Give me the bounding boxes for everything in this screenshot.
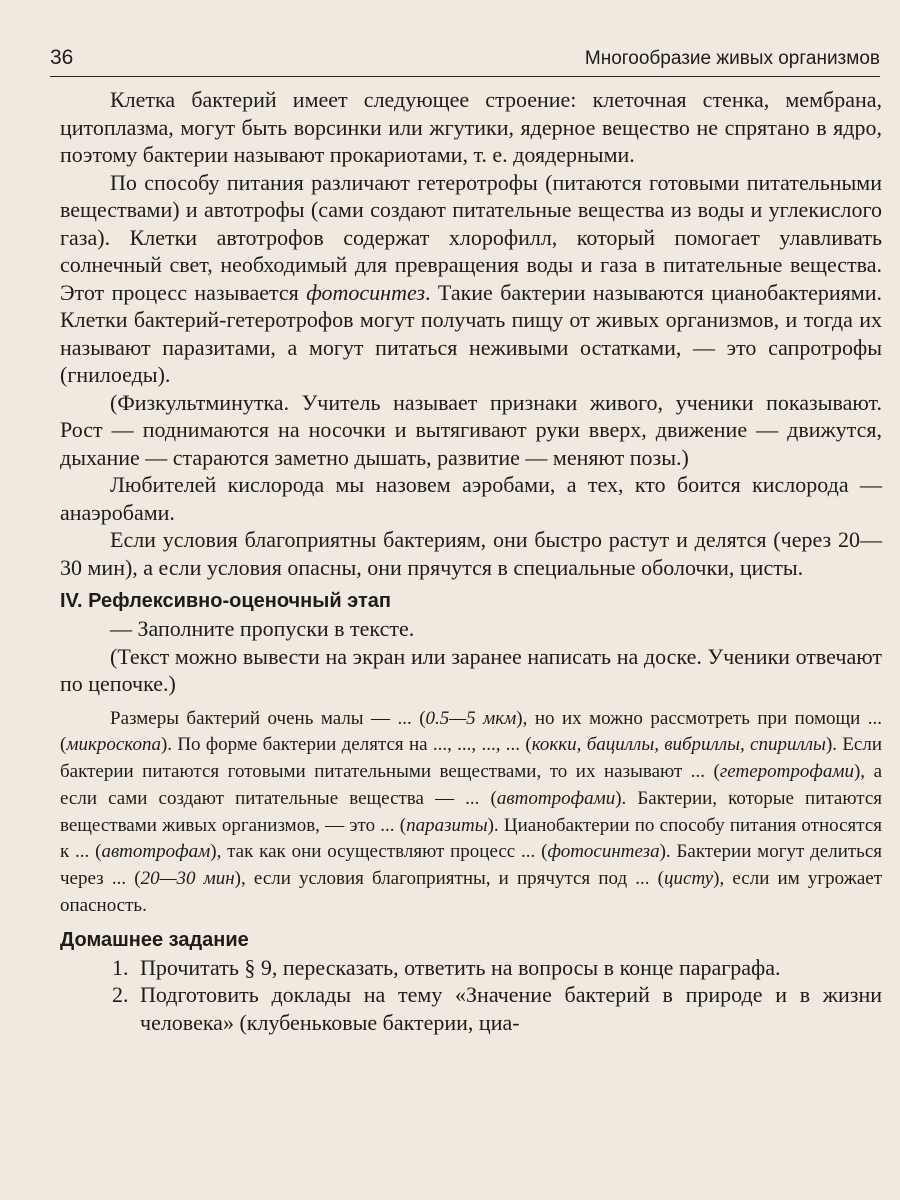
paragraph-exercise-break: (Физкультминутка. Учитель называет признаки живого, ученики показывают. Рост — поднимаются на носочки и вытягивают руки вверх, движение — движутся, дыхание — стараются заметно дышать, развитие — меняют позы.) (60, 389, 882, 470)
page-body (60, 86, 882, 1036)
answer: микроскопа (66, 734, 161, 756)
answer: паразиты (406, 814, 488, 836)
paragraph-cysts: Если условия благоприятны бактериям, они быстро растут и делятся (через 20—30 мин), а если условия опасны, они прячутся в специальные оболочки, цисты. (60, 527, 882, 580)
exercise-text: Размеры бактерий очень малы — ... (0.5—5 мкм), но их можно рассмотреть при помощи ... (микроскопа). По форме бактерии делятся на ..., ..., ..., ... (кокки, бациллы, вибриллы, спириллы). Если бактерии питаются готовыми питательными веществами, то их называют ... (гетеротрофами), а если сами создают питательные вещества — ... (автотрофами). Бактерии, которые питаются веществами живых организмов, — это ... (паразиты). Цианобактерии по способу питания относятся к ... (автотрофам), так как они осуществляют процесс ... (фотосинтеза). Бактерии могут делиться через ... (20—30 мин), если условия благоприятны, и прячутся под ... (цисту), если им угрожает опасность. (60, 707, 883, 917)
answer: 20—30 мин (140, 868, 235, 890)
answer: гетеротрофами (719, 761, 854, 783)
homework-list (60, 954, 882, 1037)
answer: автотрофами (496, 787, 616, 809)
paragraph-aerobes: Любителей кислорода мы назовем аэробами, а тех, кто боится кислорода — анаэробами. (60, 472, 882, 525)
answer: 0.5—5 мкм (425, 707, 517, 729)
answer: цисту (664, 868, 714, 890)
running-title: Многообразие живых организмов (584, 48, 880, 69)
answer: автотрофам (101, 841, 211, 863)
page-number: 36 (50, 46, 74, 69)
teacher-note: (Текст можно вывести на экран или заранее написать на доске. Ученики отвечают по цепочке.) (60, 643, 882, 696)
homework-item: 1. Прочитать § 9, пересказать, ответить на вопросы в конце параграфа. (112, 954, 781, 980)
answer: кокки, бациллы, вибриллы, спириллы (531, 734, 826, 756)
homework-heading: Домашнее задание (60, 928, 249, 951)
homework-item: 2. Подготовить доклады на тему «Значение бактерий в природе и в жизни человека» (клубеньковые бактерии, циа- (112, 982, 882, 1035)
fill-in-exercise (60, 706, 882, 920)
instruction: — Заполните пропуски в тексте. (110, 616, 415, 641)
page-header (50, 42, 880, 77)
paragraph-nutrition: По способу питания различают гетеротрофы (питаются готовыми питательными веществами) и автотрофы (сами создают питательные вещества из воды и углекислого газа). Клетки автотрофов содержат хлорофилл, который помогает улавливать солнечный свет, необходимый для превращения воды и газа в питательные вещества. Этот процесс называется фотосинтез. Такие бактерии называются цианобактериями. Клетки бактерий-гетеротрофов могут получать пищу от живых организмов, и тогда их называют паразитами, а могут питаться неживыми остатками, — это сапротрофы (гнилоеды). (60, 169, 883, 387)
term-photosynthesis: фотосинтез (306, 279, 426, 305)
answer: фотосинтеза (547, 841, 660, 863)
section-iv-heading: IV. Рефлексивно-оценочный этап (60, 590, 391, 612)
paragraph-bacteria-structure: Клетка бактерий имеет следующее строение: клеточная стенка, мембрана, цитоплазма, могут быть ворсинки или жгутики, ядерное вещество не спрятано в ядро, поэтому бактерии называют прокариотами, т. е. доядерными. (60, 87, 882, 167)
